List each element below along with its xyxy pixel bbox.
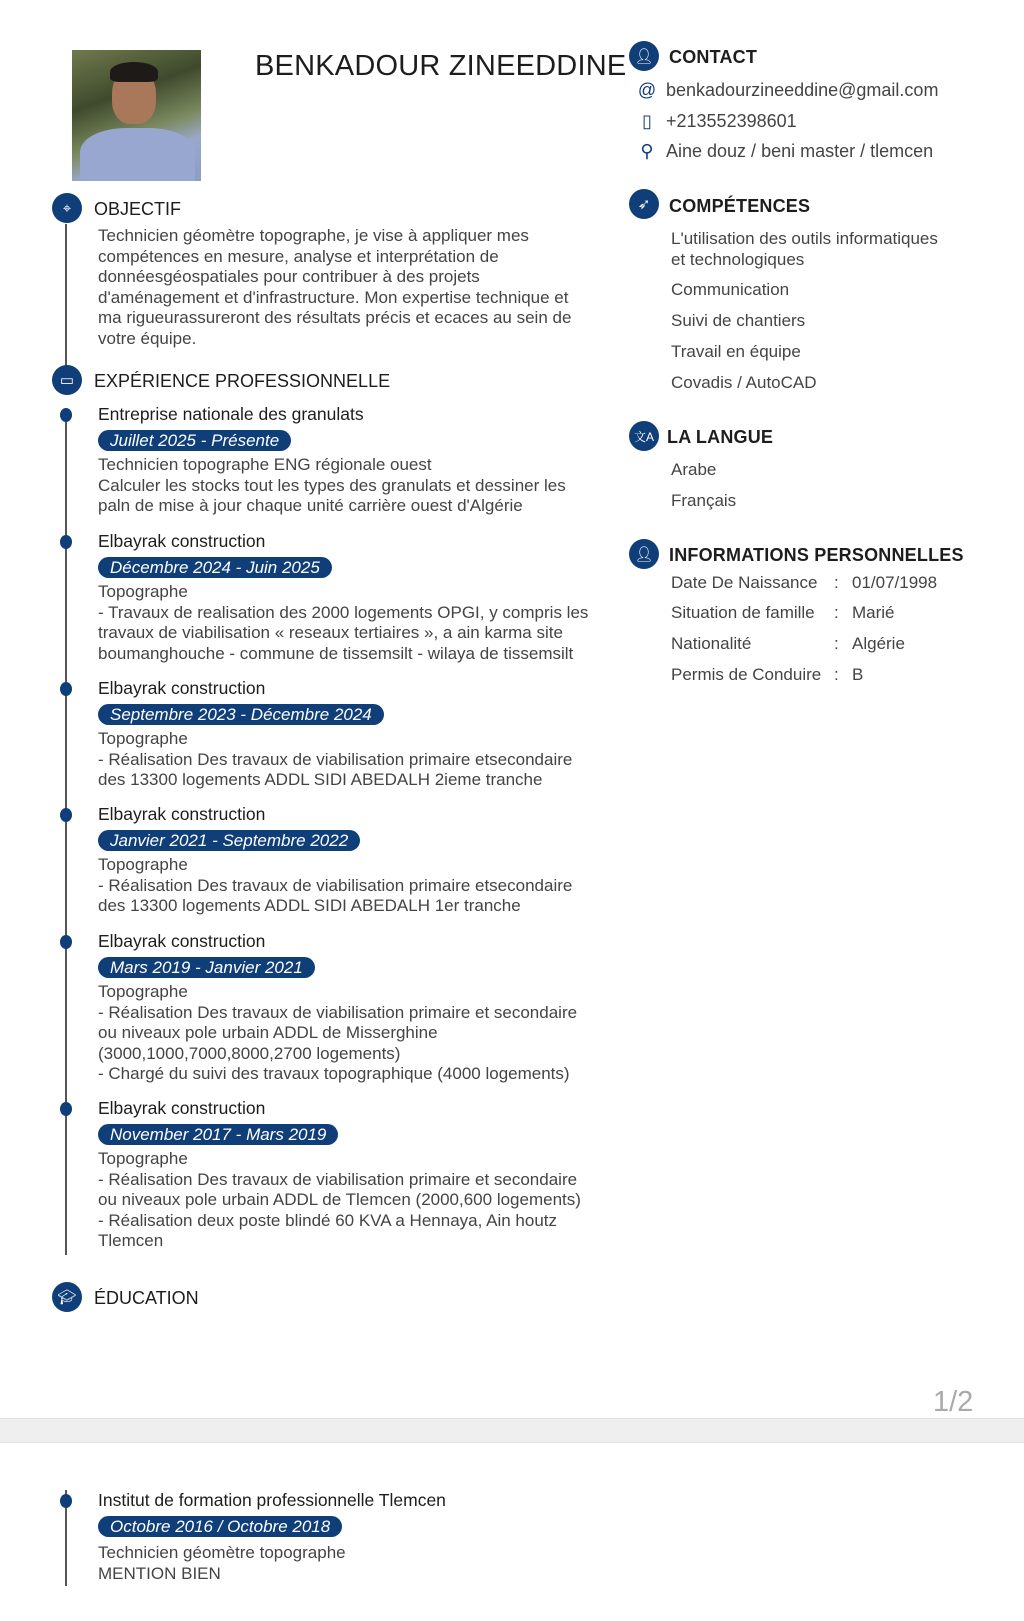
graduation-cap-icon: 🎓︎	[52, 1282, 82, 1312]
description-line: - Réalisation deux poste blindé 60 KVA a Hennaya, Ain houtz	[98, 1210, 557, 1230]
description-line: Technicien géomètre topographe	[98, 1543, 346, 1562]
section-title-experience: EXPÉRIENCE PROFESSIONNELLE	[94, 371, 391, 391]
description-line: ou niveaux pole urbain ADDL de Misserghine	[98, 1023, 438, 1043]
objective-text	[98, 226, 571, 350]
info-label: Nationalité	[671, 634, 752, 653]
skill-item	[671, 342, 801, 363]
description-line: - Réalisation Des travaux de viabilisation primaire etsecondaire	[98, 875, 573, 895]
language-item: Arabe	[671, 460, 717, 479]
candidate-name: BENKADOUR ZINEEDDINE	[255, 50, 627, 82]
info-label: Date De Naissance	[671, 573, 818, 592]
skill-line: Suivi de chantiers	[671, 311, 806, 330]
section-title-contact: CONTACT	[669, 47, 758, 67]
info-label: Situation de famille	[671, 603, 815, 622]
date-badge: Juillet 2025 - Présente	[98, 430, 291, 451]
company-name: Elbayrak construction	[98, 1098, 266, 1118]
skill-item	[671, 229, 938, 270]
contact-address: Aine douz / beni master / tlemcen	[666, 141, 934, 161]
description-line: Tlemcen	[98, 1231, 164, 1251]
objective-line: compétences en mesure, analyse et interprétation de	[98, 246, 499, 266]
timeline-dot	[60, 682, 72, 696]
timeline-dot	[60, 935, 72, 949]
target-icon: ⌖	[52, 193, 82, 223]
skill-item	[671, 280, 789, 301]
date-badge-wrap	[98, 957, 315, 978]
timeline-dot	[60, 1102, 72, 1116]
date-badge-wrap	[98, 430, 291, 451]
objective-line: ma rigueurassureront des résultats précis et ecaces au sein de	[98, 308, 572, 328]
company-name: Entreprise nationale des granulats	[98, 404, 364, 424]
objective-line: donnéesgéospatiales pour contribuer à des projets	[98, 267, 480, 287]
objective-line: d'aménagement et d'infrastructure. Mon expertise technique et	[98, 287, 569, 307]
page-number: 1/2	[933, 1386, 974, 1418]
contact-phone[interactable]: +213552398601	[666, 111, 797, 131]
company-name: Elbayrak construction	[98, 678, 266, 698]
company-name: Elbayrak construction	[98, 804, 266, 824]
description-line: (3000,1000,7000,8000,2700 logements)	[98, 1043, 401, 1063]
description-line: Technicien topographe ENG régionale ouest	[98, 455, 432, 474]
section-title-objectif: OBJECTIF	[94, 199, 182, 219]
description-line: boumanghouche - commune de tissemsilt - wilaya de tissemsilt	[98, 643, 574, 663]
section-title-skills: COMPÉTENCES	[669, 196, 811, 216]
section-title-personal: INFORMATIONS PERSONNELLES	[669, 545, 964, 565]
info-value: 01/07/1998	[852, 573, 938, 592]
description-line: ou niveaux pole urbain ADDL de Tlemcen (2000,600 logements)	[98, 1190, 581, 1210]
job-description	[98, 582, 588, 664]
briefcase-icon: ▭	[52, 365, 82, 395]
timeline-dot	[60, 535, 72, 549]
date-badge-wrap	[98, 704, 384, 725]
company-name: Elbayrak construction	[98, 531, 266, 551]
objective-line: votre équipe.	[98, 328, 197, 348]
skill-item	[671, 373, 817, 394]
date-badge-wrap	[98, 1516, 342, 1537]
objective-line: Technicien géomètre topographe, je vise à appliquer mes	[98, 226, 529, 245]
date-badge: Décembre 2024 - Juin 2025	[98, 557, 332, 578]
info-colon: :	[834, 665, 839, 684]
description-line: Topographe	[98, 982, 188, 1001]
description-line: - Réalisation Des travaux de viabilisation primaire etsecondaire	[98, 749, 573, 769]
language-item: Français	[671, 491, 737, 510]
description-line: Topographe	[98, 1149, 188, 1168]
timeline-line	[65, 224, 67, 372]
description-line: Calculer les stocks tout les types des granulats et dessiner les	[98, 475, 566, 495]
description-line: travaux de viabilisation « reseaux tertiaires », a ain karma site	[98, 623, 563, 643]
description-line: des 13300 logements ADDL SIDI ABEDALH 2ieme tranche	[98, 770, 543, 790]
education-description	[98, 1543, 346, 1584]
timeline-dot	[60, 408, 72, 422]
company-name: Elbayrak construction	[98, 931, 266, 951]
translate-icon: 文A	[629, 421, 659, 451]
date-badge: Mars 2019 - Janvier 2021	[98, 957, 315, 978]
date-badge: Janvier 2021 - Septembre 2022	[98, 830, 360, 851]
info-colon: :	[834, 603, 839, 622]
description-line: Topographe	[98, 582, 188, 601]
info-value: B	[852, 665, 864, 684]
user-icon: 👤︎	[629, 539, 659, 569]
date-badge: November 2017 - Mars 2019	[98, 1124, 338, 1145]
section-title-languages: LA LANGUE	[667, 427, 774, 447]
description-line: des 13300 logements ADDL SIDI ABEDALH 1er tranche	[98, 896, 521, 916]
school-name: Institut de formation professionnelle Tlemcen	[98, 1490, 446, 1510]
info-value: Algérie	[852, 634, 905, 653]
skill-item	[671, 311, 805, 332]
section-title-education: ÉDUCATION	[94, 1288, 199, 1308]
timeline-dot	[60, 808, 72, 822]
skill-line: L'utilisation des outils informatiques	[671, 229, 938, 248]
job-description	[98, 455, 566, 517]
description-line: MENTION BIEN	[98, 1563, 221, 1583]
description-line: paln de mise à jour chaque unité carrière ouest d'Algérie	[98, 496, 523, 516]
date-badge-wrap	[98, 1124, 338, 1145]
job-description	[98, 855, 572, 917]
job-description	[98, 1149, 581, 1252]
rocket-icon: ➶	[629, 189, 659, 219]
description-line: - Chargé du suivi des travaux topographique (4000 logements)	[98, 1064, 570, 1084]
date-badge: Septembre 2023 - Décembre 2024	[98, 704, 384, 725]
skill-line: Travail en équipe	[671, 342, 801, 361]
description-line: - Réalisation Des travaux de viabilisation primaire et secondaire	[98, 1002, 578, 1022]
info-colon: :	[834, 634, 839, 653]
info-value: Marié	[852, 603, 895, 622]
phone-icon: ▯	[642, 111, 652, 131]
location-pin-icon: ⚲	[640, 141, 654, 161]
page-separator	[0, 1418, 1024, 1443]
skill-line: et technologiques	[671, 249, 805, 269]
description-line: - Travaux de realisation des 2000 logements OPGI, y compris les	[98, 602, 589, 622]
date-badge: Octobre 2016 / Octobre 2018	[98, 1516, 342, 1537]
date-badge-wrap	[98, 830, 360, 851]
description-line: Topographe	[98, 855, 188, 874]
contact-email[interactable]: benkadourzineeddine@gmail.com	[666, 80, 939, 100]
info-colon: :	[834, 573, 839, 592]
skill-line: Communication	[671, 280, 790, 299]
description-line: Topographe	[98, 729, 188, 748]
job-description	[98, 982, 577, 1085]
profile-photo	[72, 50, 201, 181]
timeline-dot	[60, 1494, 72, 1508]
user-icon: 👤︎	[629, 41, 659, 71]
job-description	[98, 729, 572, 791]
date-badge-wrap	[98, 557, 332, 578]
skill-line: Covadis / AutoCAD	[671, 373, 817, 392]
at-icon: @	[637, 80, 657, 100]
description-line: - Réalisation Des travaux de viabilisation primaire et secondaire	[98, 1169, 578, 1189]
info-label: Permis de Conduire	[671, 665, 822, 684]
